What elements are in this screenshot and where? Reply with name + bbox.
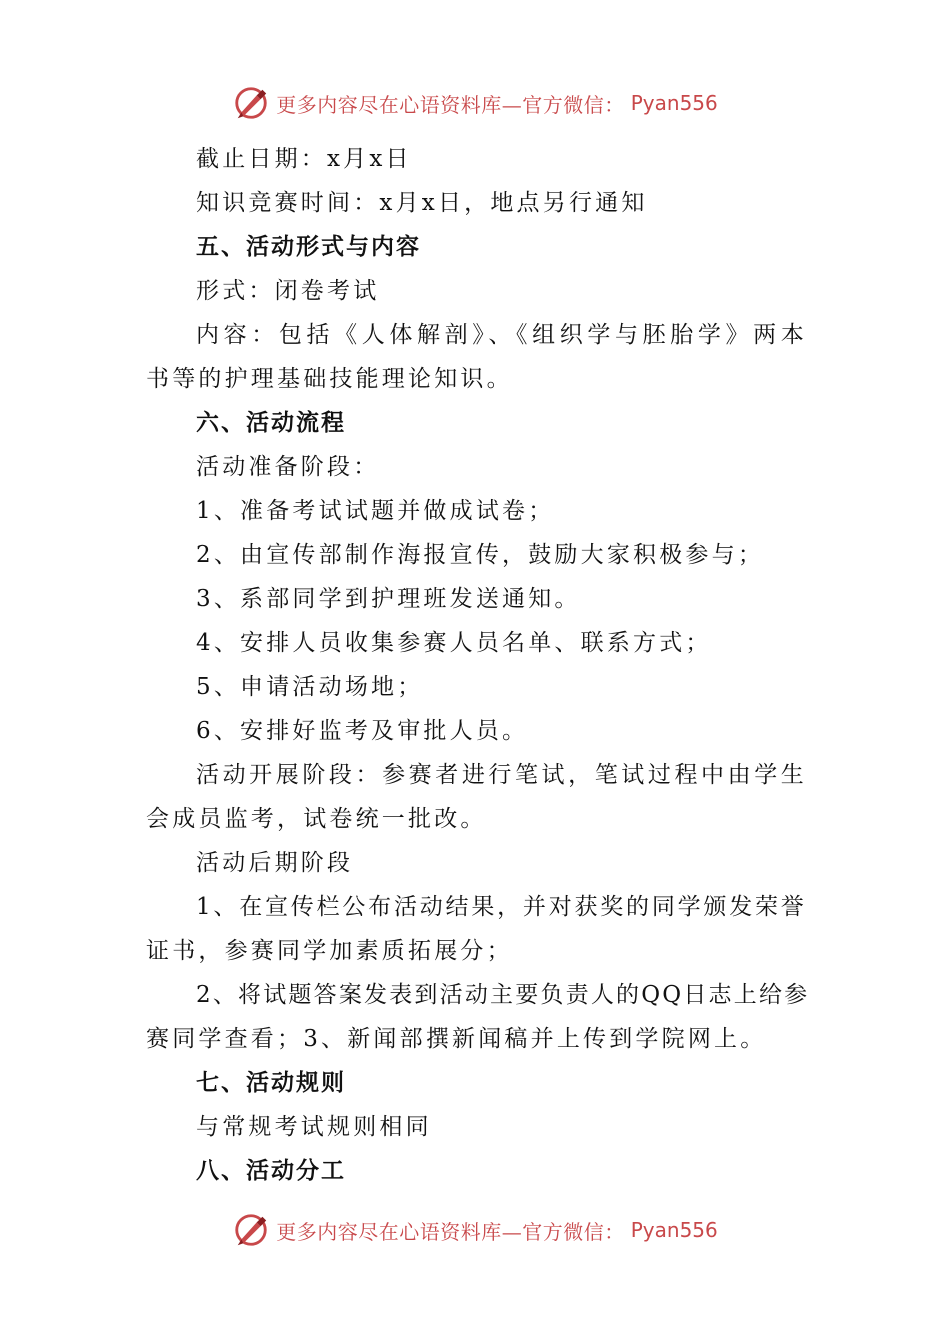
section-heading-8: 八、活动分工 (196, 1157, 346, 1184)
prep-stage-title: 活动准备阶段： (196, 454, 380, 480)
prep-item-1: 1、准备考试试题并做成试卷； (196, 498, 555, 524)
watermark-text: 更多内容尽在心语资料库—官方微信： (276, 92, 625, 117)
contest-time-line: 知识竞赛时间：x月x日，地点另行通知 (196, 190, 648, 216)
execution-stage-line-1: 活动开展阶段：参赛者进行笔试，笔试过程中由学生 (196, 762, 806, 788)
execution-stage-line-2: 会成员监考，试卷统一批改。 (146, 806, 487, 832)
watermark-wechat-id: Pyan556 (630, 1218, 718, 1242)
post-item-1-line-1: 1、在宣传栏公布活动结果，并对获奖的同学颁发荣誉 (196, 894, 806, 920)
form-line: 形式：闭卷考试 (196, 278, 380, 304)
watermark-text: 更多内容尽在心语资料库—官方微信： (276, 1219, 625, 1244)
deadline-line: 截止日期：x月x日 (196, 146, 412, 172)
content-line-1: 内容：包括《人体解剖》、《组织学与胚胎学》两本 (196, 322, 806, 348)
watermark-wechat-id: Pyan556 (630, 91, 718, 115)
pen-logo-icon (232, 84, 270, 122)
post-stage-title: 活动后期阶段 (196, 850, 354, 876)
prep-item-6: 6、安排好监考及审批人员。 (196, 718, 529, 744)
section-heading-5: 五、活动形式与内容 (196, 233, 421, 260)
post-item-2-line-1: 2、将试题答案发表到活动主要负责人的QQ日志上给参 (196, 982, 810, 1008)
content-line-2: 书等的护理基础技能理论知识。 (146, 366, 513, 392)
post-item-1-line-2: 证书，参赛同学加素质拓展分； (146, 938, 513, 964)
rules-line: 与常规考试规则相同 (196, 1114, 432, 1140)
prep-item-4: 4、安排人员收集参赛人员名单、联系方式； (196, 630, 712, 656)
post-item-2-line-2: 赛同学查看；3、新闻部撰新闻稿并上传到学院网上。 (146, 1026, 767, 1052)
section-heading-7: 七、活动规则 (196, 1069, 346, 1096)
pen-logo-icon (232, 1211, 270, 1249)
section-heading-6: 六、活动流程 (196, 409, 346, 436)
watermark-footer (0, 1210, 950, 1250)
watermark-header (0, 83, 950, 123)
prep-item-2: 2、由宣传部制作海报宣传，鼓励大家积极参与； (196, 542, 765, 568)
prep-item-5: 5、申请活动场地； (196, 674, 424, 700)
prep-item-3: 3、系部同学到护理班发送通知。 (196, 586, 581, 612)
